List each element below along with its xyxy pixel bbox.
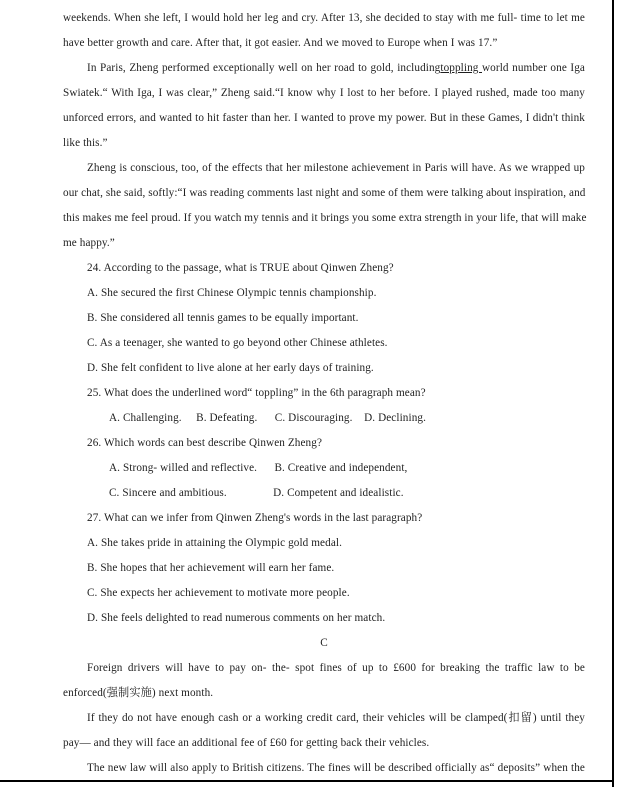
option-24-c: C. As a teenager, she wanted to go beyond other Chinese athletes. xyxy=(87,337,388,349)
option-24-d: D. She felt confident to live alone at her early days of training. xyxy=(87,362,374,374)
passage-line: Zheng is conscious, too, of the effects that her milestone achievement in Paris will have. As we wrapped up xyxy=(87,162,585,174)
question-25-text: 25. What does the underlined word“ toppling” in the 6th paragraph mean? xyxy=(87,387,426,399)
question-27-text: 27. What can we infer from Qinwen Zheng's words in the last paragraph? xyxy=(87,512,423,524)
passage-line: pay— and they will face an additional fee of £60 for getting back their vehicles. xyxy=(63,737,430,749)
section-c-heading: C xyxy=(320,637,328,649)
page-right-border xyxy=(612,0,614,787)
option-24-b: B. She considered all tennis games to be equally important. xyxy=(87,312,359,324)
option-27-b: B. She hopes that her achievement will earn her fame. xyxy=(87,562,335,574)
passage-line xyxy=(63,56,585,81)
question-26-text: 26. Which words can best describe Qinwen Zheng? xyxy=(87,437,323,449)
options-26-row-1: A. Strong- willed and reflective. B. Creative and independent, xyxy=(109,462,408,474)
option-27-d: D. She feels delighted to read numerous comments on her match. xyxy=(87,612,386,624)
option-27-a: A. She takes pride in attaining the Olympic gold medal. xyxy=(87,537,342,549)
underlined-word-toppling: toppling xyxy=(440,62,482,74)
passage-line: this makes me feel proud. If you watch my tennis and it brings you some extra strength in your life, that will make xyxy=(63,212,587,224)
page-bottom-border xyxy=(0,780,614,782)
passage-line: Foreign drivers will have to pay on- the- spot fines of up to £600 for breaking the traffic law to be xyxy=(87,662,585,674)
passage-line: me happy.” xyxy=(63,237,115,249)
passage-line: our chat, she said, softly:“I was reading comments last night and some of them were talking about inspiration, and xyxy=(63,187,586,199)
options-25-row: A. Challenging. B. Defeating. C. Discouraging. D. Declining. xyxy=(109,412,426,424)
passage-line: If they do not have enough cash or a working credit card, their vehicles will be clamped(扣留) until they xyxy=(87,712,585,724)
text-segment: In Paris, Zheng performed exceptionally well on her road to gold, including xyxy=(87,62,441,74)
options-26-row-2: C. Sincere and ambitious. D. Competent and idealistic. xyxy=(109,487,404,499)
passage-line: The new law will also apply to British citizens. The fines will be described officially as“ deposits” when the xyxy=(87,762,585,774)
option-27-c: C. She expects her achievement to motivate more people. xyxy=(87,587,350,599)
option-24-a: A. She secured the first Chinese Olympic tennis championship. xyxy=(87,287,377,299)
passage-line: weekends. When she left, I would hold her leg and cry. After 13, she decided to stay with me full- time to let me xyxy=(63,12,585,24)
passage-line: like this.” xyxy=(63,137,108,149)
passage-line: have better growth and care. After that, it got easier. And we moved to Europe when I was 17.” xyxy=(63,37,498,49)
passage-line: unforced errors, and wanted to hit faster than her. I wanted to prove my power. But in these Games, I didn't think xyxy=(63,112,585,124)
passage-line: Swiatek.“ With Iga, I was clear,” Zheng said.“I know why I lost to her before. I played rushed, made too many xyxy=(63,87,585,99)
exam-page xyxy=(63,6,585,781)
passage-line: enforced(强制实施) next month. xyxy=(63,687,214,699)
text-segment: world number one Iga xyxy=(482,62,585,74)
question-24-text: 24. According to the passage, what is TRUE about Qinwen Zheng? xyxy=(87,262,394,274)
